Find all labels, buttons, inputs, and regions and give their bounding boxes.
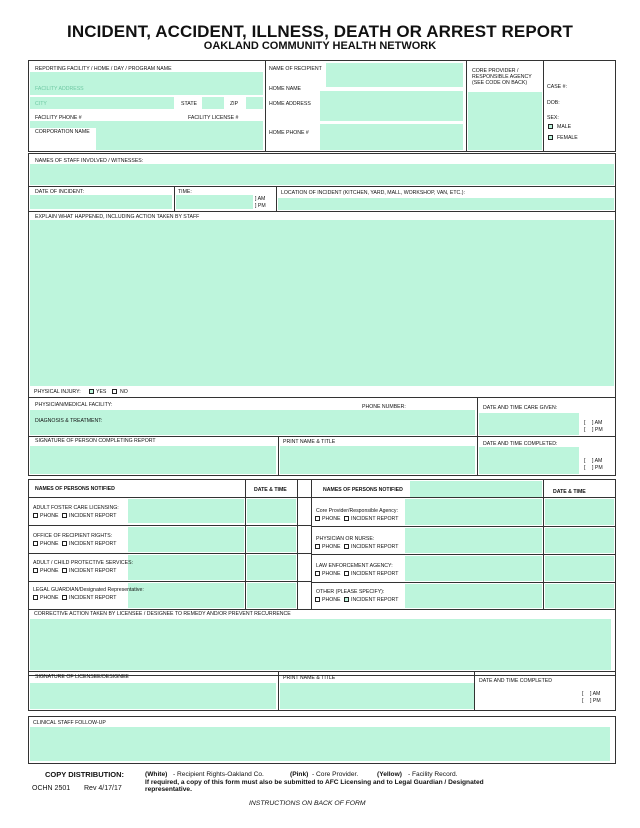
- home-phone-field[interactable]: [320, 124, 463, 150]
- rights-office-field[interactable]: [128, 527, 244, 552]
- protective-services-date-field[interactable]: [247, 555, 296, 580]
- corporation-name-label: CORPORATION NAME: [35, 129, 90, 135]
- completed-bracket-2: [: [584, 465, 586, 471]
- core-phone-checkbox[interactable]: [315, 516, 320, 521]
- physician-facility-label: PHYSICIAN/MEDICAL FACILITY:: [35, 402, 113, 408]
- form-subtitle: OAKLAND COMMUNITY HEALTH NETWORK: [203, 40, 437, 52]
- date-completed-field[interactable]: [479, 447, 579, 474]
- care-pm-label: ] PM: [592, 427, 603, 433]
- female-checkbox[interactable]: [548, 135, 553, 140]
- date-completed-label: DATE AND TIME COMPLETED:: [483, 441, 558, 447]
- responsible-agency-label: RESPONSIBLE AGENCY: [472, 74, 532, 80]
- corrective-action-label: CORRECTIVE ACTION TAKEN BY LICENSEE / DESIGNEE TO REMEDY AND/OR PREVENT RECURRENCE: [34, 611, 291, 617]
- core-provider-field[interactable]: [468, 92, 542, 150]
- signature-completing-label: SIGNATURE OF PERSON COMPLETING REPORT: [35, 438, 156, 444]
- followup-label: CLINICAL STAFF FOLLOW-UP: [33, 720, 106, 726]
- home-address-label: HOME ADDRESS: [269, 101, 311, 107]
- date-of-incident-field[interactable]: [30, 195, 172, 209]
- copy-yellow: (Yellow): [377, 771, 402, 778]
- footer-note-line1: If required, a copy of this form must also be submitted to AFC Licensing and to Legal Guardian / Designated: [145, 779, 484, 786]
- form-title: INCIDENT, ACCIDENT, ILLNESS, DEATH OR ARREST REPORT: [67, 22, 573, 41]
- guardian-phone-checkbox[interactable]: [33, 595, 38, 600]
- notified-date-header-right: DATE & TIME: [553, 489, 586, 495]
- protective-incident-report-label: INCIDENT REPORT: [69, 568, 117, 574]
- copy-white-text: - Recipient Rights-Oakland Co.: [173, 771, 264, 778]
- copy-white: (White): [145, 771, 168, 778]
- licensee-bracket-2: [: [582, 698, 584, 704]
- licensee-print-name-label: PRINT NAME & TITLE: [283, 675, 336, 681]
- state-field[interactable]: [202, 97, 224, 109]
- see-code-label: (SEE CODE ON BACK): [472, 80, 528, 86]
- facility-phone-label: FACILITY PHONE #: [35, 115, 82, 121]
- law-incident-report-label: INCIDENT REPORT: [351, 571, 399, 577]
- licensee-signature-label: SIGNATURE OF LICENSEE/DESIGNEE: [35, 674, 129, 680]
- physician-notified-label: PHYSICIAN OR NURSE:: [316, 536, 375, 542]
- rights-office-label: OFFICE OF RECIPIENT RIGHTS:: [33, 533, 113, 539]
- form-number: OCHN 2501: [32, 785, 71, 792]
- guardian-incident-report-checkbox[interactable]: [62, 595, 67, 600]
- physician-phone-label: PHONE: [322, 544, 341, 550]
- home-name-label: HOME NAME: [269, 86, 301, 92]
- guardian-phone-label: PHONE: [40, 595, 59, 601]
- diagnosis-label: DIAGNOSIS & TREATMENT:: [35, 418, 103, 424]
- rights-incident-report-label: INCIDENT REPORT: [69, 541, 117, 547]
- facility-address-label: FACILITY ADDRESS: [35, 86, 84, 92]
- afc-phone-label: PHONE: [40, 513, 59, 519]
- core-provider-notified-date-field[interactable]: [545, 499, 614, 525]
- rights-incident-report-checkbox[interactable]: [62, 541, 67, 546]
- notified-header-fill-right: [410, 481, 542, 497]
- home-phone-label: HOME PHONE #: [269, 130, 309, 136]
- care-phone-label: PHONE NUMBER:: [362, 404, 406, 410]
- injury-no-label: NO: [120, 389, 128, 395]
- afc-licensing-label: ADULT FOSTER CARE LICENSING:: [33, 505, 119, 511]
- corrective-action-field[interactable]: [30, 619, 611, 670]
- staff-field[interactable]: [30, 164, 614, 185]
- guardian-date-field[interactable]: [247, 583, 296, 608]
- law-enforcement-label: LAW ENFORCEMENT AGENCY:: [316, 563, 393, 569]
- date-of-incident-label: DATE OF INCIDENT:: [35, 189, 84, 195]
- followup-field[interactable]: [30, 727, 610, 761]
- notified-names-header-right: NAMES OF PERSONS NOTIFIED: [323, 487, 403, 493]
- other-notified-date-field[interactable]: [545, 584, 614, 608]
- notified-names-header-left: NAMES OF PERSONS NOTIFIED: [35, 486, 115, 492]
- protective-phone-label: PHONE: [40, 568, 59, 574]
- time-am-label: ] AM: [255, 196, 266, 202]
- completed-am-label: ] AM: [592, 458, 603, 464]
- recipient-name-field[interactable]: [326, 63, 463, 87]
- physician-incident-report-label: INCIDENT REPORT: [351, 544, 399, 550]
- state-label: STATE: [181, 101, 197, 107]
- staff-label: NAMES OF STAFF INVOLVED / WITNESSES:: [35, 158, 144, 164]
- core-incident-report-checkbox[interactable]: [344, 516, 349, 521]
- time-field[interactable]: [176, 195, 253, 209]
- core-incident-report-label: INCIDENT REPORT: [351, 516, 399, 522]
- afc-incident-report-checkbox[interactable]: [62, 513, 67, 518]
- rights-phone-label: PHONE: [40, 541, 59, 547]
- copy-pink-text: - Core Provider.: [312, 771, 359, 778]
- protective-services-field[interactable]: [128, 555, 244, 580]
- date-care-given-label: DATE AND TIME CARE GIVEN:: [483, 405, 558, 411]
- law-incident-report-checkbox[interactable]: [344, 571, 349, 576]
- recipient-name-label: NAME OF RECIPIENT: [269, 66, 322, 72]
- zip-field[interactable]: [246, 97, 263, 109]
- sex-label: SEX:: [547, 115, 559, 121]
- copy-pink: (Pink): [290, 771, 309, 778]
- guardian-field[interactable]: [128, 583, 244, 608]
- time-pm-label: ] PM: [255, 203, 266, 209]
- law-enforcement-field[interactable]: [405, 556, 542, 581]
- other-phone-checkbox[interactable]: [315, 597, 320, 602]
- other-notified-field[interactable]: [405, 584, 542, 608]
- physical-injury-label: PHYSICAL INJURY:: [34, 389, 81, 395]
- licensee-signature-field[interactable]: [30, 683, 276, 709]
- licensee-am-label: ] AM: [590, 691, 601, 697]
- notified-date-header-left: DATE & TIME: [254, 487, 287, 493]
- female-label: FEMALE: [557, 135, 578, 141]
- protective-incident-report-checkbox[interactable]: [62, 568, 67, 573]
- footer-note-line2: representative.: [145, 786, 192, 793]
- rights-office-date-field[interactable]: [247, 527, 296, 552]
- other-notified-label: OTHER (PLEASE SPECIFY):: [316, 589, 385, 595]
- corporation-name-field[interactable]: [96, 124, 263, 150]
- physician-notified-field[interactable]: [405, 528, 542, 553]
- print-name-label: PRINT NAME & TITLE: [283, 439, 336, 445]
- physician-incident-report-checkbox[interactable]: [344, 544, 349, 549]
- rights-phone-checkbox[interactable]: [33, 541, 38, 546]
- core-provider-label: CORE PROVIDER /: [472, 68, 519, 74]
- completed-bracket-1: [: [584, 458, 586, 464]
- completed-pm-label: ] PM: [592, 465, 603, 471]
- city-label: CITY: [35, 101, 47, 107]
- guardian-label: LEGAL GUARDIAN/Designated Representative:: [33, 587, 144, 593]
- care-am-label: ] AM: [592, 420, 603, 426]
- copy-distribution-label: COPY DISTRIBUTION:: [45, 770, 125, 779]
- licensee-bracket-1: [: [582, 691, 584, 697]
- location-label: LOCATION OF INCIDENT (KITCHEN, YARD, MALL, WORKSHOP, VAN, ETC.):: [281, 190, 465, 196]
- location-field[interactable]: [278, 198, 614, 210]
- law-phone-checkbox[interactable]: [315, 571, 320, 576]
- afc-licensing-date-field[interactable]: [247, 499, 296, 523]
- physician-notified-date-field[interactable]: [545, 528, 614, 553]
- afc-phone-checkbox[interactable]: [33, 513, 38, 518]
- core-phone-label: PHONE: [322, 516, 341, 522]
- core-provider-notified-label: Core Provider/Responsible Agency:: [316, 508, 398, 514]
- law-phone-label: PHONE: [322, 571, 341, 577]
- other-incident-report-checkbox[interactable]: [344, 597, 349, 602]
- instructions-on-back: INSTRUCTIONS ON BACK OF FORM: [249, 800, 366, 807]
- city-field[interactable]: [30, 97, 174, 109]
- guardian-incident-report-label: INCIDENT REPORT: [69, 595, 117, 601]
- form-revision: Rev 4/17/17: [84, 785, 122, 792]
- male-label: MALE: [557, 124, 572, 130]
- time-label: TIME:: [178, 189, 192, 195]
- reporting-facility-field[interactable]: [30, 72, 263, 83]
- afc-licensing-field[interactable]: [128, 499, 244, 523]
- zip-label: ZIP: [230, 101, 239, 107]
- facility-license-label: FACILITY LICENSE #: [188, 115, 239, 121]
- other-phone-label: PHONE: [322, 597, 341, 603]
- dob-label: DOB:: [547, 100, 560, 106]
- care-bracket-2: [: [584, 427, 586, 433]
- physician-phone-checkbox[interactable]: [315, 544, 320, 549]
- reporting-facility-label: REPORTING FACILITY / HOME / DAY / PROGRAM NAME: [35, 66, 172, 72]
- licensee-print-name-field[interactable]: [280, 683, 475, 709]
- male-checkbox[interactable]: [548, 124, 553, 129]
- explain-field[interactable]: [30, 220, 614, 386]
- protective-phone-checkbox[interactable]: [33, 568, 38, 573]
- licensee-pm-label: ] PM: [590, 698, 601, 704]
- licensee-date-completed-label: DATE AND TIME COMPLETED: [479, 678, 553, 684]
- copy-yellow-text: - Facility Record.: [408, 771, 458, 778]
- other-incident-report-label: INCIDENT REPORT: [351, 597, 399, 603]
- explain-label: EXPLAIN WHAT HAPPENED, INCLUDING ACTION TAKEN BY STAFF: [35, 214, 200, 220]
- law-enforcement-date-field[interactable]: [545, 556, 614, 581]
- case-label: CASE #:: [547, 84, 567, 90]
- protective-services-label: ADULT / CHILD PROTECTIVE SERVICES:: [33, 560, 134, 566]
- print-name-field[interactable]: [280, 446, 475, 474]
- date-care-given-field[interactable]: [479, 413, 579, 435]
- home-address-field[interactable]: [320, 91, 463, 121]
- afc-incident-report-label: INCIDENT REPORT: [69, 513, 117, 519]
- injury-no-checkbox[interactable]: [112, 389, 117, 394]
- injury-yes-checkbox[interactable]: [89, 389, 94, 394]
- core-provider-notified-field[interactable]: [405, 499, 542, 525]
- care-bracket-1: [: [584, 420, 586, 426]
- signature-completing-field[interactable]: [30, 446, 276, 474]
- injury-yes-label: YES: [96, 389, 107, 395]
